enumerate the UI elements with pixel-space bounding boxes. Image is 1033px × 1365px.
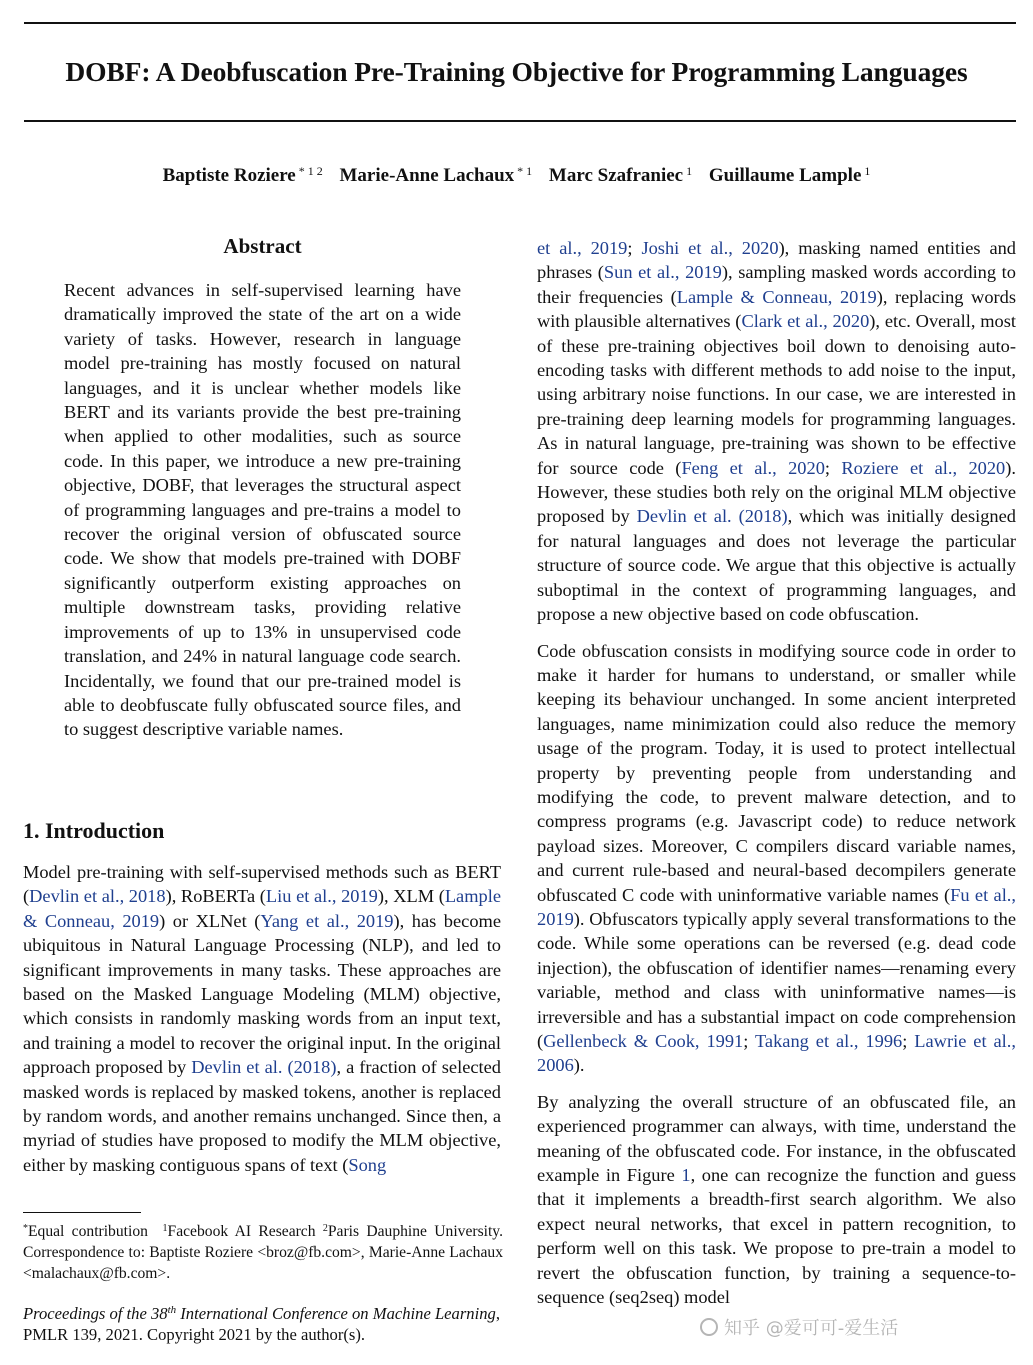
top-rule bbox=[24, 22, 1016, 24]
paragraph-text: ), masking named entities and phrases ( bbox=[537, 238, 1017, 283]
paragraph-text: ; bbox=[902, 1031, 915, 1051]
citation-link[interactable]: Devlin et al. (2018) bbox=[191, 1057, 337, 1078]
paragraph-text: ), replacing words with plausible alternatives ( bbox=[537, 286, 1016, 332]
paper-title: DOBF: A Deobfuscation Pre-Training Objective for Programming Languages bbox=[65, 56, 968, 87]
footnote: *Equal contribution $^1$Facebook AI Research $^2$Paris Dauphine University. Correspondence to: Baptiste Roziere <broz@fb.com>, Marie-Anne Lachaux <malachaux@fb.com>. bbox=[23, 1223, 503, 1282]
citation-link[interactable]: Sun et al., 2019 bbox=[603, 262, 722, 283]
paragraph-text: ), etc. Overall, most of these pre-training objectives boil down to denoising auto-encoding tasks with different methods to add noise to the input, using arbitrary noise functions. In our case, we are interested in pre-training deep learning models for programming languages. As in natural language, pre-training was shown to be effective for source code ( bbox=[537, 311, 1016, 478]
author: Marie-Anne Lachaux $^{* 1}$ bbox=[339, 164, 533, 186]
citation-link[interactable]: Lample & Conneau, 2019 bbox=[676, 286, 877, 307]
citation-link[interactable]: 1 bbox=[681, 1165, 691, 1186]
paragraph-text: ). However, these studies both rely on the original MLM objective proposed by bbox=[537, 457, 1016, 527]
paragraph-text: ) or XLNet ( bbox=[159, 910, 261, 931]
author: Guillaume Lample $^1$ bbox=[708, 164, 871, 186]
citation-link[interactable]: Feng et al., 2020 bbox=[681, 457, 825, 478]
paragraph-text: ). bbox=[573, 1055, 585, 1076]
citation-link[interactable]: Roziere et al., 2020 bbox=[841, 457, 1006, 478]
proceedings-note: Proceedings of the 38th International Conference on Machine Learning, PMLR 139, 2021. Copyright 2021 by the author(s). bbox=[23, 1304, 500, 1344]
citation-link[interactable]: Fu et al., 2019 bbox=[537, 884, 1016, 929]
paragraph-text: ; bbox=[627, 238, 642, 258]
abstract-heading: Abstract bbox=[223, 234, 302, 258]
paragraph-text: ; bbox=[824, 457, 842, 478]
citation-link[interactable]: Lawrie et al., 2006 bbox=[537, 1031, 1016, 1076]
citation-link[interactable]: et al., 2019 bbox=[537, 238, 628, 258]
body-paragraph bbox=[537, 1090, 1016, 1310]
paragraph-text: , a fraction of selected masked words is replaced by masked tokens, another is replaced by random words, and another remains unchanged. Since then, a myriad of studies have proposed to modify the MLM objective, either by masking contiguous spans of text ( bbox=[23, 1057, 501, 1175]
paragraph-text: ). Obfuscators typically apply several transformations to the code. While some operations can be reversed (e.g. dead code injection), the obfuscation of identifier names—renaming every variable, method and class with uninformative names—is irreversible and has a substantial impact on code comprehension ( bbox=[537, 908, 1016, 1051]
citation-link[interactable]: Song bbox=[348, 1154, 387, 1175]
right-column bbox=[537, 236, 1016, 1321]
citation-link[interactable]: Liu et al., 2019 bbox=[265, 886, 378, 907]
author-list bbox=[0, 164, 1033, 187]
paragraph-text: ), sampling masked words according to their frequencies ( bbox=[537, 262, 1016, 307]
paragraph-text: ), RoBERTa ( bbox=[165, 886, 266, 907]
author: Marc Szafraniec $^1$ bbox=[548, 164, 693, 186]
citation-link[interactable]: Clark et al., 2020 bbox=[741, 311, 870, 332]
abstract-text: Recent advances in self-supervised learning have dramatically improved the state of the art on a wide variety of tasks. However, research in language model pre-training has mostly focused on natural languages, and it is unclear whether models like BERT and its variants provide the best pre-training when applied to other modalities, such as source code. In this paper, we introduce a new pre-training objective, DOBF, that leverages the structural aspect of programming languages and pre-trains a model to recover the original version of obfuscated source code. We show that models pre-trained with DOBF significantly outperform existing approaches on multiple downstream tasks, providing relative improvements of up to 13% in unsupervised code translation, and 24% in natural language code search. Incidentally, we found that our pre-trained model is able to deobfuscate fully obfuscated source files, and to suggest descriptive variable names. bbox=[64, 280, 461, 740]
citation-link[interactable]: Takang et al., 1996 bbox=[754, 1031, 903, 1051]
paragraph-text: ), has become ubiquitous in Natural Language Processing (NLP), and led to significant improvements in many tasks. These approaches are based on the Masked Language Modeling (MLM) objective, which consists in randomly masking words from an input text, and training a model to recover the original input. In the original approach proposed by bbox=[23, 910, 501, 1078]
body-paragraph bbox=[537, 639, 1016, 1078]
section-heading-introduction: 1. Introduction bbox=[23, 818, 165, 843]
title-bottom-rule bbox=[24, 120, 1016, 122]
paragraph-text: By analyzing the overall structure of an obfuscated file, an experienced programmer can always, with time, understand the meaning of the obfuscated code. For instance, in the obfuscated example in Figure bbox=[537, 1091, 1016, 1186]
paragraph-text: ), XLM ( bbox=[377, 886, 445, 907]
paragraph-text: , which was initially designed for natural languages and does not leverage the particular structure of source code. We argue that this objective is actually suboptimal in the context of programming languages, and propose a new objective based on code obfuscation. bbox=[537, 506, 1016, 625]
paragraph-text: Code obfuscation consists in modifying source code in order to make it harder for humans to understand, or smaller while keeping its behaviour unchanged. In some ancient interpreted languages, name minimization could also reduce the memory usage of the program. Today, it is used to protect intellectual property by preventing people from understanding and modifying the code, to prevent malware detection, and to compress programs (e.g. Javascript code) to reduce network payload sizes. Moreover, C compilers discard variable names, and current rule-based and neural-based decompilers generate obfuscated C code with uninformative variable names ( bbox=[537, 640, 1016, 905]
citation-link[interactable]: Gellenbeck & Cook, 1991 bbox=[543, 1031, 744, 1051]
citation-link[interactable]: Joshi et al., 2020 bbox=[641, 238, 779, 258]
footnote-rule bbox=[23, 1212, 141, 1213]
citation-link[interactable]: Devlin et al., 2018 bbox=[29, 886, 166, 907]
author: Baptiste Roziere $^{* 1 2}$ bbox=[162, 164, 323, 186]
intro-paragraph bbox=[23, 860, 501, 1177]
citation-link[interactable]: Lample & Conneau, 2019 bbox=[23, 886, 501, 931]
citation-link[interactable]: Yang et al., 2019 bbox=[260, 910, 394, 931]
paragraph-text: , one can recognize the function and guess that it implements a breadth-first search algorithm. We also expect neural networks, that excel in pattern recognition, to perform well on this task. We propose to pre-train a model to revert the obfuscation function, by training a sequence-to-sequence (seq2seq) model bbox=[537, 1165, 1016, 1308]
body-paragraph bbox=[537, 236, 1016, 627]
paragraph-text: ; bbox=[743, 1031, 755, 1051]
watermark: 知乎 @爱可可-爱生活 bbox=[700, 1314, 1020, 1340]
paragraph-text: Model pre-training with self-supervised methods such as BERT ( bbox=[23, 862, 501, 907]
citation-link[interactable]: Devlin et al. (2018) bbox=[636, 506, 788, 527]
zhihu-logo-icon bbox=[700, 1318, 718, 1336]
